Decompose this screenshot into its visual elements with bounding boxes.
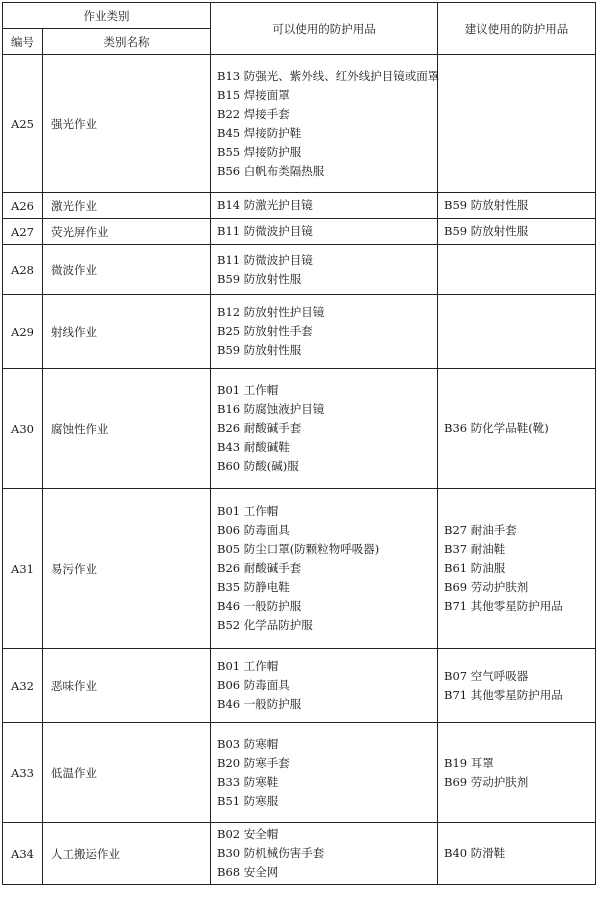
usable-item: B59 防放射性服 (217, 343, 302, 357)
row-recommended-items (438, 823, 596, 885)
row-category-name: 射线作业 (43, 295, 211, 369)
usable-item: B12 防放射性护目镜 (217, 305, 325, 319)
usable-item: B30 防机械伤害手套 (217, 846, 325, 860)
row-recommended-items (438, 369, 596, 489)
row-usable-items (211, 295, 438, 369)
usable-item: B56 白帆布类隔热服 (217, 163, 325, 178)
usable-item: B06 防毒面具 (217, 523, 290, 537)
row-usable-items (211, 823, 438, 885)
row-recommended-items (438, 55, 596, 193)
usable-item: B25 防放射性手套 (217, 324, 313, 338)
row-code: A32 (3, 649, 43, 723)
usable-item: B46 一般防护服 (217, 697, 302, 711)
header-category-group: 作业类别 (3, 3, 211, 29)
row-category-name: 低温作业 (43, 723, 211, 823)
usable-item: B16 防腐蚀液护目镜 (217, 402, 325, 416)
usable-item: B52 化学品防护服 (217, 618, 313, 632)
table-row (3, 823, 596, 885)
row-category-name: 人工搬运作业 (43, 823, 211, 885)
usable-item: B20 防寒手套 (217, 755, 290, 770)
recommended-item: B69 劳动护肤剂 (444, 774, 529, 789)
row-recommended-items (438, 219, 596, 245)
row-usable-items (211, 219, 438, 245)
row-category-name: 腐蚀性作业 (43, 369, 211, 489)
usable-item: B43 耐酸碱鞋 (217, 440, 290, 454)
row-category-name: 强光作业 (43, 55, 211, 193)
row-usable-items (211, 369, 438, 489)
recommended-item: B40 防滑鞋 (444, 846, 506, 860)
recommended-item: B19 耳罩 (444, 755, 494, 770)
recommended-item: B59 防放射性服 (444, 224, 529, 238)
row-usable-items (211, 193, 438, 219)
row-recommended-items (438, 649, 596, 723)
recommended-item: B07 空气呼吸器 (444, 668, 529, 683)
usable-item: B26 耐酸碱手套 (217, 561, 302, 575)
usable-item: B06 防毒面具 (217, 678, 290, 692)
usable-item: B55 焊接防护服 (217, 144, 302, 159)
row-category-name: 荧光屏作业 (43, 219, 211, 245)
usable-item: B02 安全帽 (217, 827, 279, 841)
ppe-table (2, 2, 596, 885)
row-code: A28 (3, 245, 43, 295)
usable-item: B03 防寒帽 (217, 736, 279, 751)
table-row (3, 649, 596, 723)
row-category-name: 激光作业 (43, 193, 211, 219)
usable-item: B13 防强光、紫外线、红外线护目镜或面罩 (217, 68, 440, 83)
usable-item: B26 耐酸碱手套 (217, 421, 302, 435)
row-recommended-items (438, 723, 596, 823)
row-code: A27 (3, 219, 43, 245)
table-row (3, 219, 596, 245)
row-category-name: 微波作业 (43, 245, 211, 295)
usable-item: B35 防静电鞋 (217, 580, 290, 594)
table-row (3, 369, 596, 489)
row-recommended-items (438, 489, 596, 649)
table-row (3, 295, 596, 369)
recommended-item: B61 防油服 (444, 561, 506, 575)
header-code: 编号 (3, 29, 43, 55)
usable-item: B11 防微波护目镜 (217, 252, 313, 267)
usable-item: B01 工作帽 (217, 383, 279, 397)
recommended-item: B27 耐油手套 (444, 523, 517, 537)
recommended-item: B59 防放射性服 (444, 198, 529, 212)
header-name: 类别名称 (43, 29, 211, 55)
usable-item: B46 一般防护服 (217, 599, 302, 613)
table-body (3, 55, 596, 885)
recommended-item: B71 其他零星防护用品 (444, 687, 563, 702)
table-row (3, 55, 596, 193)
row-usable-items (211, 245, 438, 295)
usable-item: B11 防微波护目镜 (217, 224, 313, 238)
usable-item: B01 工作帽 (217, 659, 279, 673)
usable-item: B05 防尘口罩(防颗粒物呼吸器) (217, 542, 380, 556)
row-code: A30 (3, 369, 43, 489)
row-usable-items (211, 723, 438, 823)
recommended-item: B71 其他零星防护用品 (444, 599, 563, 613)
recommended-item: B36 防化学品鞋(靴) (444, 421, 549, 435)
table-row (3, 489, 596, 649)
row-category-name: 易污作业 (43, 489, 211, 649)
usable-item: B60 防酸(碱)服 (217, 459, 299, 473)
row-code: A26 (3, 193, 43, 219)
usable-item: B14 防激光护目镜 (217, 198, 313, 212)
usable-item: B33 防寒鞋 (217, 774, 279, 789)
row-usable-items (211, 489, 438, 649)
row-recommended-items (438, 193, 596, 219)
row-code: A29 (3, 295, 43, 369)
row-code: A25 (3, 55, 43, 193)
row-code: A33 (3, 723, 43, 823)
table-row (3, 245, 596, 295)
row-usable-items (211, 649, 438, 723)
usable-item: B51 防寒服 (217, 793, 279, 808)
row-recommended-items (438, 295, 596, 369)
usable-item: B15 焊接面罩 (217, 87, 290, 102)
usable-item: B01 工作帽 (217, 504, 279, 518)
usable-item: B22 焊接手套 (217, 106, 290, 121)
usable-item: B59 防放射性服 (217, 271, 302, 286)
row-category-name: 恶味作业 (43, 649, 211, 723)
usable-item: B45 焊接防护鞋 (217, 125, 302, 140)
table-row (3, 193, 596, 219)
table-row (3, 723, 596, 823)
row-code: A34 (3, 823, 43, 885)
header-usable: 可以使用的防护用品 (211, 3, 438, 55)
usable-item: B68 安全网 (217, 865, 279, 879)
recommended-item: B37 耐油鞋 (444, 542, 506, 556)
row-usable-items (211, 55, 438, 193)
recommended-item: B69 劳动护肤剂 (444, 580, 529, 594)
header-recommended: 建议使用的防护用品 (438, 3, 596, 55)
row-recommended-items (438, 245, 596, 295)
row-code: A31 (3, 489, 43, 649)
